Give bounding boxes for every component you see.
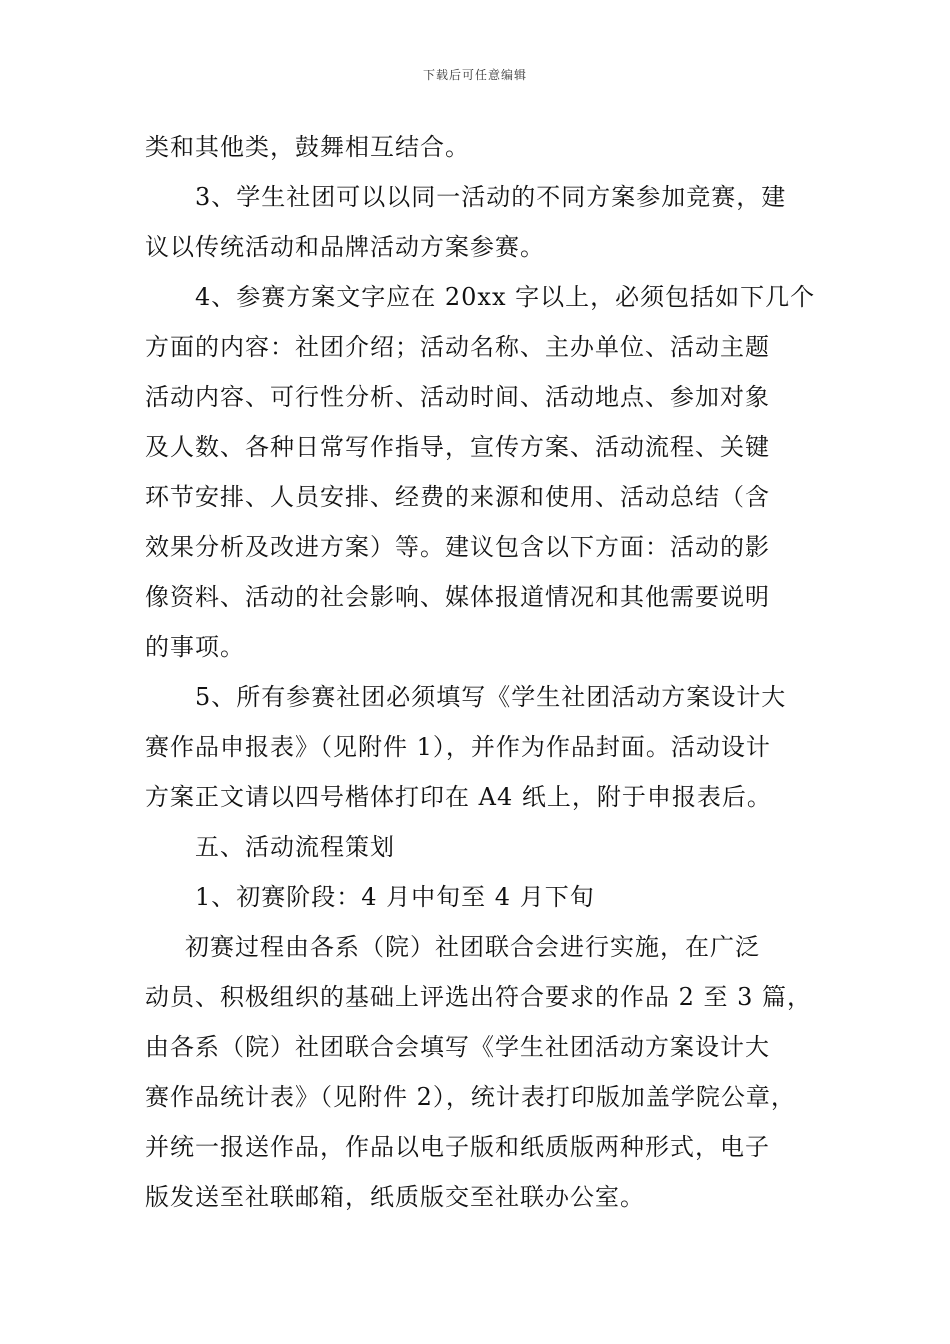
item-4-line-2: 方面的内容：社团介绍；活动名称、主办单位、活动主题	[145, 333, 770, 361]
text-line-continuation: 类和其他类，鼓舞相互结合。	[145, 133, 470, 161]
item-4-line-4: 及人数、各种日常写作指导，宣传方案、活动流程、关键	[145, 433, 770, 461]
item-3-line-2: 议以传统活动和品牌活动方案参赛。	[145, 233, 545, 261]
item-5-line-2: 赛作品申报表》（见附件 1），并作为作品封面。活动设计	[145, 733, 771, 761]
stage-1-line-3: 由各系（院）社团联合会填写《学生社团活动方案设计大	[145, 1033, 770, 1061]
item-3-line-1: 3、学生社团可以以同一活动的不同方案参加竞赛，建	[195, 183, 787, 211]
item-5-line-1: 5、所有参赛社团必须填写《学生社团活动方案设计大	[195, 683, 787, 711]
page-header: 下载后可任意编辑	[422, 68, 527, 82]
stage-1-line-1: 初赛过程由各系（院）社团联合会进行实施，在广泛	[185, 933, 760, 961]
stage-1-line-2: 动员、积极组织的基础上评选出符合要求的作品 2 至 3 篇，	[145, 983, 813, 1011]
item-4-line-8: 的事项。	[145, 633, 245, 661]
stage-1-line-5: 并统一报送作品，作品以电子版和纸质版两种形式，电子	[145, 1133, 770, 1161]
item-4-line-6: 效果分析及改进方案）等。建议包含以下方面：活动的影	[145, 533, 770, 561]
stage-1-line-4: 赛作品统计表》（见附件 2），统计表打印版加盖学院公章，	[145, 1083, 796, 1111]
item-4-line-5: 环节安排、人员安排、经费的来源和使用、活动总结（含	[145, 483, 770, 511]
item-5-line-3: 方案正文请以四号楷体打印在 A4 纸上，附于申报表后。	[145, 783, 772, 811]
item-4-line-7: 像资料、活动的社会影响、媒体报道情况和其他需要说明	[145, 583, 770, 611]
stage-1-heading: 1、初赛阶段：4 月中旬至 4 月下旬	[195, 883, 595, 911]
stage-1-line-6: 版发送至社联邮箱，纸质版交至社联办公室。	[145, 1183, 645, 1211]
section-5-heading: 五、活动流程策划	[195, 833, 395, 861]
document-body	[145, 122, 815, 1222]
item-4-line-1: 4、参赛方案文字应在 20xx 字以上，必须包括如下几个	[195, 283, 816, 311]
item-4-line-3: 活动内容、可行性分析、活动时间、活动地点、参加对象	[145, 383, 770, 411]
